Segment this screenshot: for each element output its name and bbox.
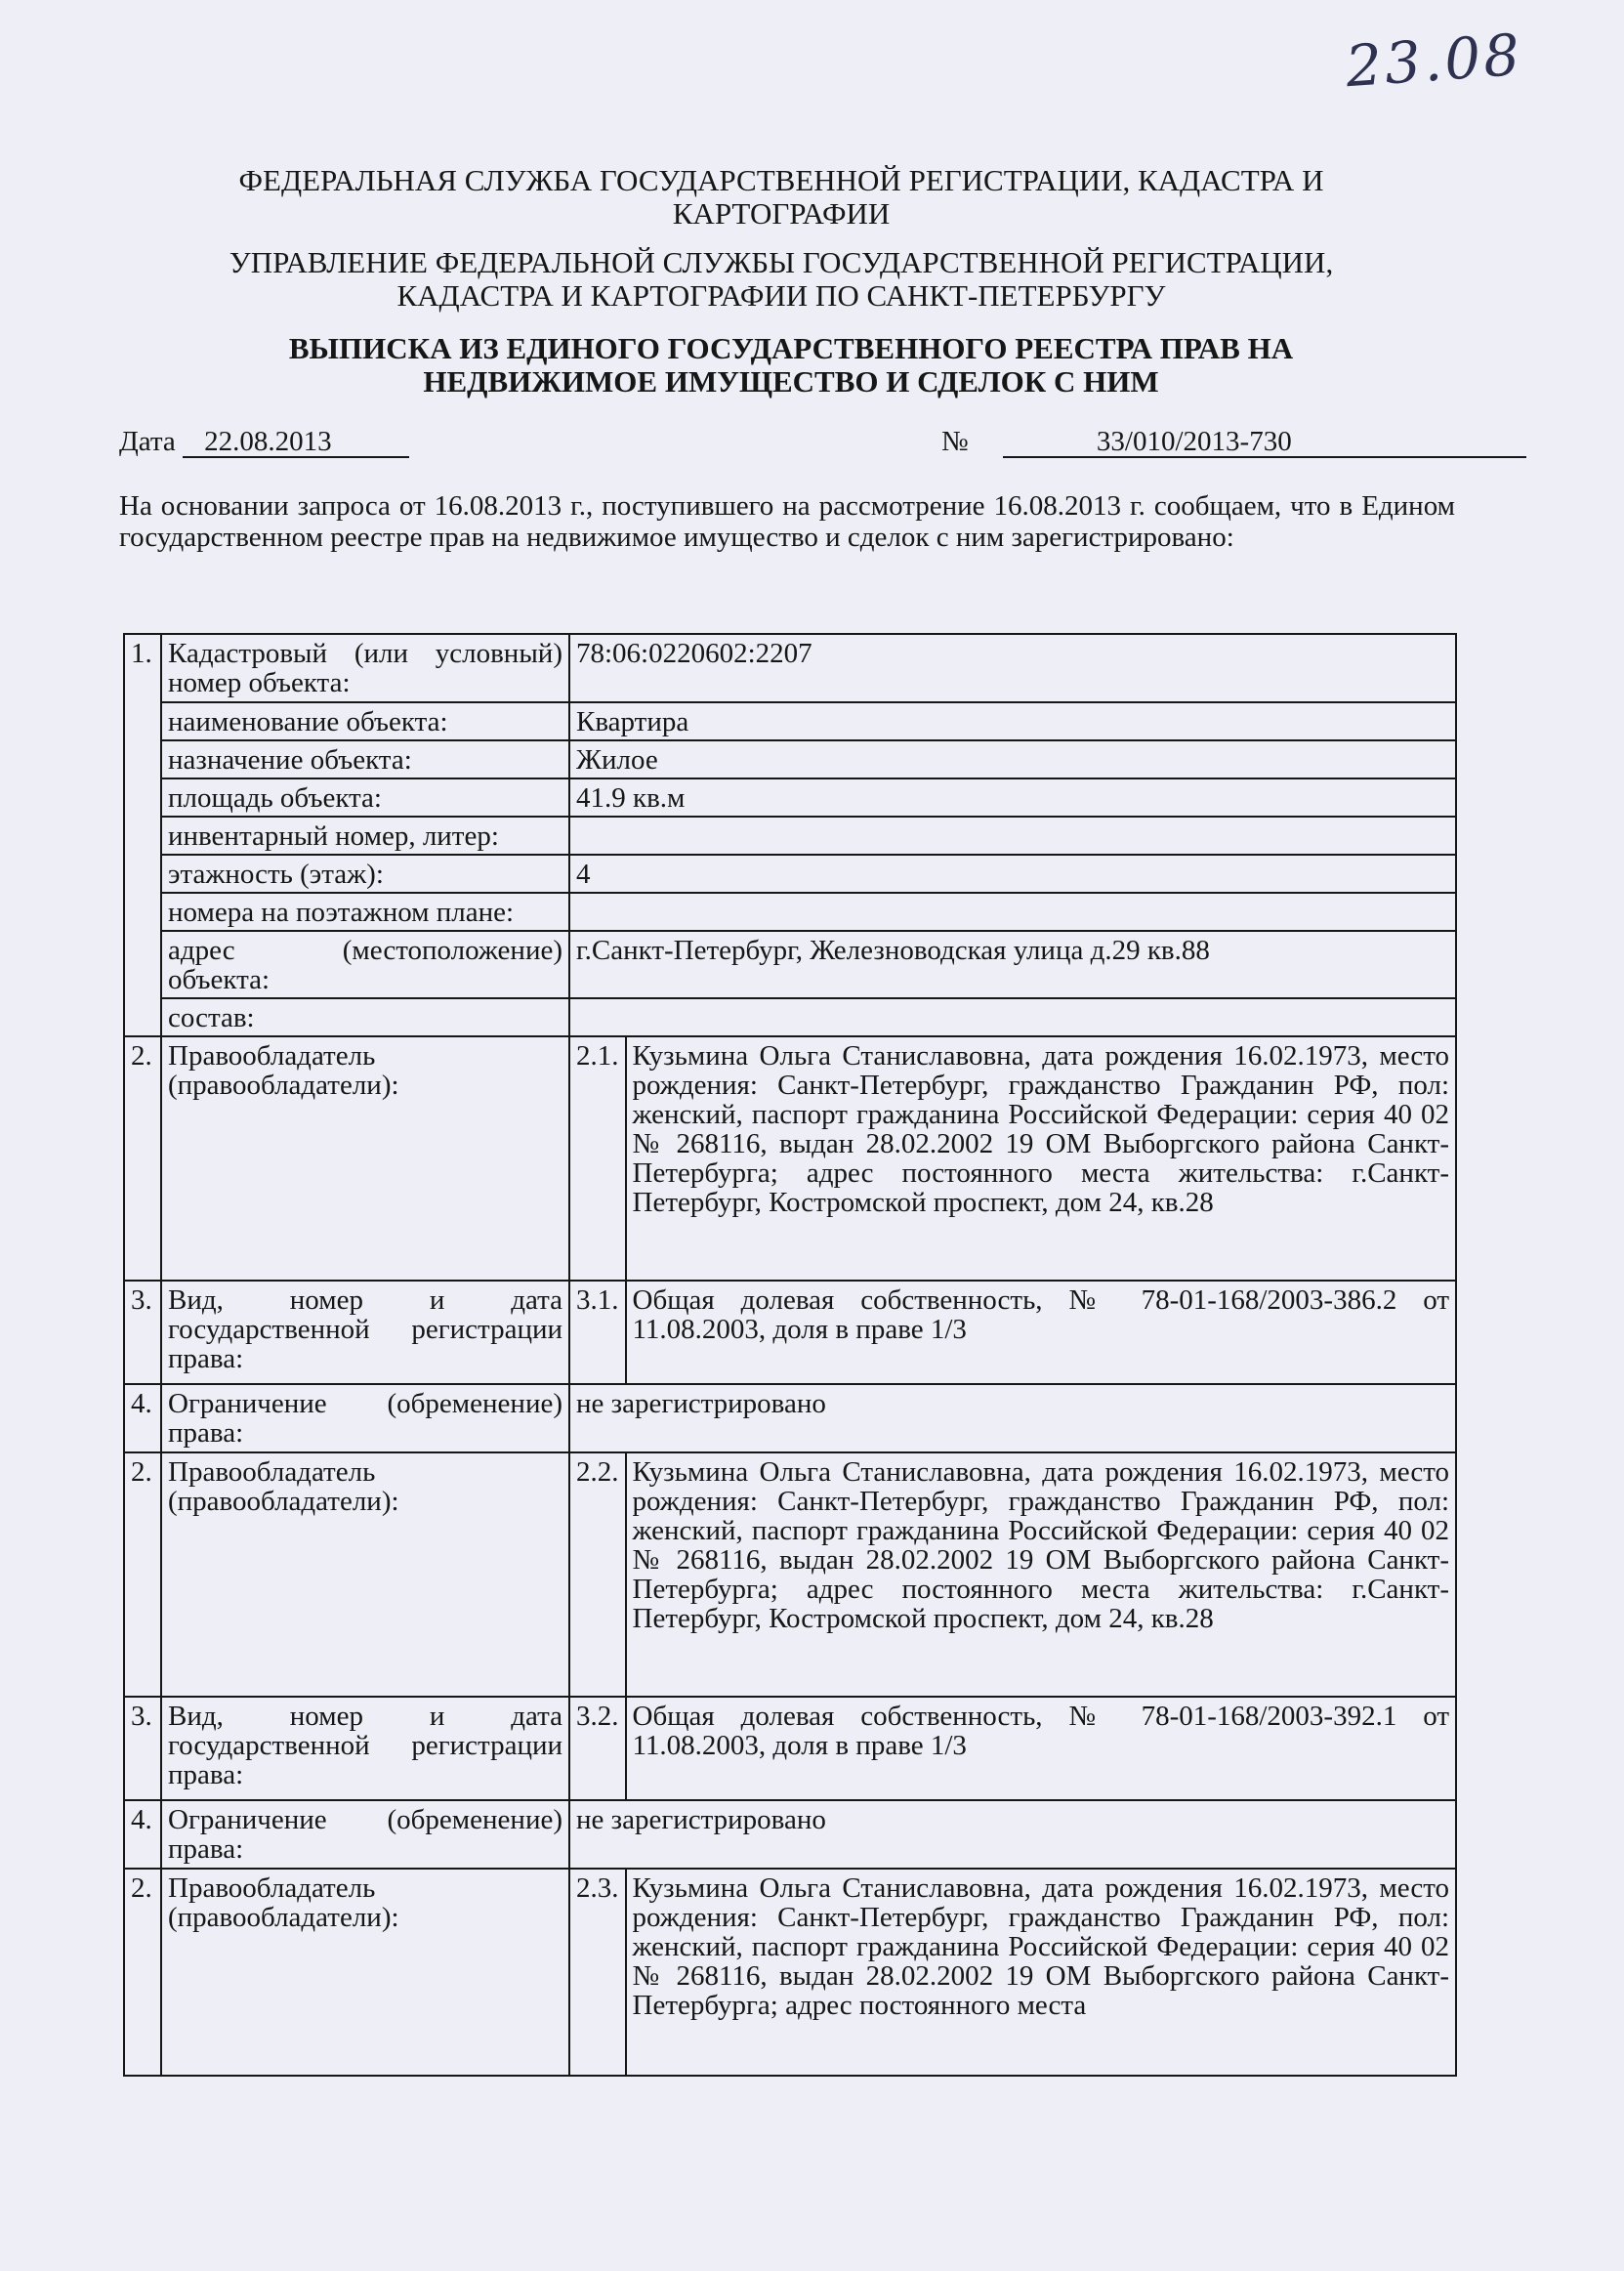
field-value: 41.9 кв.м [569,778,1456,817]
field-value: 4 [569,855,1456,893]
agency-line-2: КАРТОГРАФИИ [672,196,891,231]
subsection-number: 3.1. [569,1281,626,1384]
date-value: 22.08.2013 [183,427,409,458]
field-label: адрес (местоположение) объекта: [161,931,569,998]
field-label: Правообладатель (правообладатели): [161,1036,569,1281]
field-label: наименование объекта: [161,702,569,740]
section-number: 2. [124,1869,161,2076]
field-label: площадь объекта: [161,778,569,817]
section-number: 2. [124,1036,161,1281]
object-row [124,931,1456,998]
title-line-1: ВЫПИСКА ИЗ ЕДИНОГО ГОСУДАРСТВЕННОГО РЕЕСТРА ПРАВ НА [288,331,1294,365]
title-line-2: НЕДВИЖИМОЕ ИМУЩЕСТВО И СДЕЛОК С НИМ [423,364,1159,399]
holder-row [124,1869,1456,2076]
object-row [124,817,1456,855]
object-row [124,702,1456,740]
subsection-number: 2.1. [569,1036,626,1281]
document-title [146,332,1436,399]
number-label: № [941,426,969,457]
field-label: Ограничение (обременение) права: [161,1384,569,1452]
field-label: Вид, номер и дата государственной регистрации права: [161,1697,569,1800]
encumbrance-value: не зарегистрировано [569,1800,1456,1869]
field-value [569,817,1456,855]
holder-details: Кузьмина Ольга Станиславовна, дата рождения 16.02.1973, место рождения: Санкт-Петербург, гражданство Гражданин РФ, пол: женский, паспорт гражданина Российской Федерации: серия 40 02 № 268116, выдан 28.02.2002 19 ОМ Выборгского района Санкт-Петербурга; адрес постоянного места жительства: г.Санкт-Петербург, Костромской проспект, дом 24, кв.28 [626,1452,1457,1697]
object-row [124,855,1456,893]
agency-name [127,164,1436,231]
field-value: Квартира [569,702,1456,740]
section-number: 3. [124,1697,161,1800]
field-value [569,893,1456,931]
number-field [941,426,1526,458]
date-label: Дата [119,426,176,457]
section-number: 4. [124,1384,161,1452]
intro-paragraph: На основании запроса от 16.08.2013 г., поступившего на рассмотрение 16.08.2013 г. сообщаем, что в Едином государственном реестре прав на недвижимое имущество и сделок с ним зарегистрировано: [119,490,1455,553]
object-row [124,998,1456,1036]
field-label: Кадастровый (или условный) номер объекта: [161,634,569,702]
subsection-number: 2.2. [569,1452,626,1697]
field-label: Вид, номер и дата государственной регистрации права: [161,1281,569,1384]
encumbrance-row [124,1384,1456,1452]
registration-row [124,1697,1456,1800]
holder-details: Кузьмина Ольга Станиславовна, дата рождения 16.02.1973, место рождения: Санкт-Петербург, гражданство Гражданин РФ, пол: женский, паспорт гражданина Российской Федерации: серия 40 02 № 268116, выдан 28.02.2002 19 ОМ Выборгского района Санкт-Петербурга; адрес постоянного места [626,1869,1457,2076]
field-value: Жилое [569,740,1456,778]
field-label: инвентарный номер, литер: [161,817,569,855]
field-label: состав: [161,998,569,1036]
holder-row [124,1036,1456,1281]
date-field [119,426,409,458]
holder-details: Кузьмина Ольга Станиславовна, дата рождения 16.02.1973, место рождения: Санкт-Петербург, гражданство Гражданин РФ, пол: женский, паспорт гражданина Российской Федерации: серия 40 02 № 268116, выдан 28.02.2002 19 ОМ Выборгского района Санкт-Петербурга; адрес постоянного места жительства: г.Санкт-Петербург, Костромской проспект, дом 24, кв.28 [626,1036,1457,1281]
office-line-2: КАДАСТРА И КАРТОГРАФИИ ПО САНКТ-ПЕТЕРБУРГУ [396,278,1166,313]
field-label: Правообладатель (правообладатели): [161,1869,569,2076]
encumbrance-value: не зарегистрировано [569,1384,1456,1452]
registry-table [123,633,1457,2077]
object-row [124,634,1456,702]
section-number: 3. [124,1281,161,1384]
object-row [124,893,1456,931]
field-label: Правообладатель (правообладатели): [161,1452,569,1697]
office-line-1: УПРАВЛЕНИЕ ФЕДЕРАЛЬНОЙ СЛУЖБЫ ГОСУДАРСТВЕННОЙ РЕГИСТРАЦИИ, [229,245,1334,279]
holder-row [124,1452,1456,1697]
object-row [124,778,1456,817]
agency-line-1: ФЕДЕРАЛЬНАЯ СЛУЖБА ГОСУДАРСТВЕННОЙ РЕГИСТРАЦИИ, КАДАСТРА И [238,163,1324,197]
subsection-number: 2.3. [569,1869,626,2076]
section-number: 2. [124,1452,161,1697]
number-value: 33/010/2013-730 [1003,427,1526,458]
encumbrance-row [124,1800,1456,1869]
field-label: номера на поэтажном плане: [161,893,569,931]
handwritten-note: 23.08 [1343,21,1525,101]
registration-details: Общая долевая собственность, № 78-01-168/2003-386.2 от 11.08.2003, доля в праве 1/3 [626,1281,1457,1384]
registration-details: Общая долевая собственность, № 78-01-168/2003-392.1 от 11.08.2003, доля в праве 1/3 [626,1697,1457,1800]
object-row [124,740,1456,778]
section-number: 1. [124,634,161,1036]
field-value: 78:06:0220602:2207 [569,634,1456,702]
field-value: г.Санкт-Петербург, Железноводская улица д.29 кв.88 [569,931,1456,998]
section-number: 4. [124,1800,161,1869]
field-label: этажность (этаж): [161,855,569,893]
field-label: назначение объекта: [161,740,569,778]
registration-row [124,1281,1456,1384]
office-name [127,246,1436,313]
field-label: Ограничение (обременение) права: [161,1800,569,1869]
subsection-number: 3.2. [569,1697,626,1800]
field-value [569,998,1456,1036]
